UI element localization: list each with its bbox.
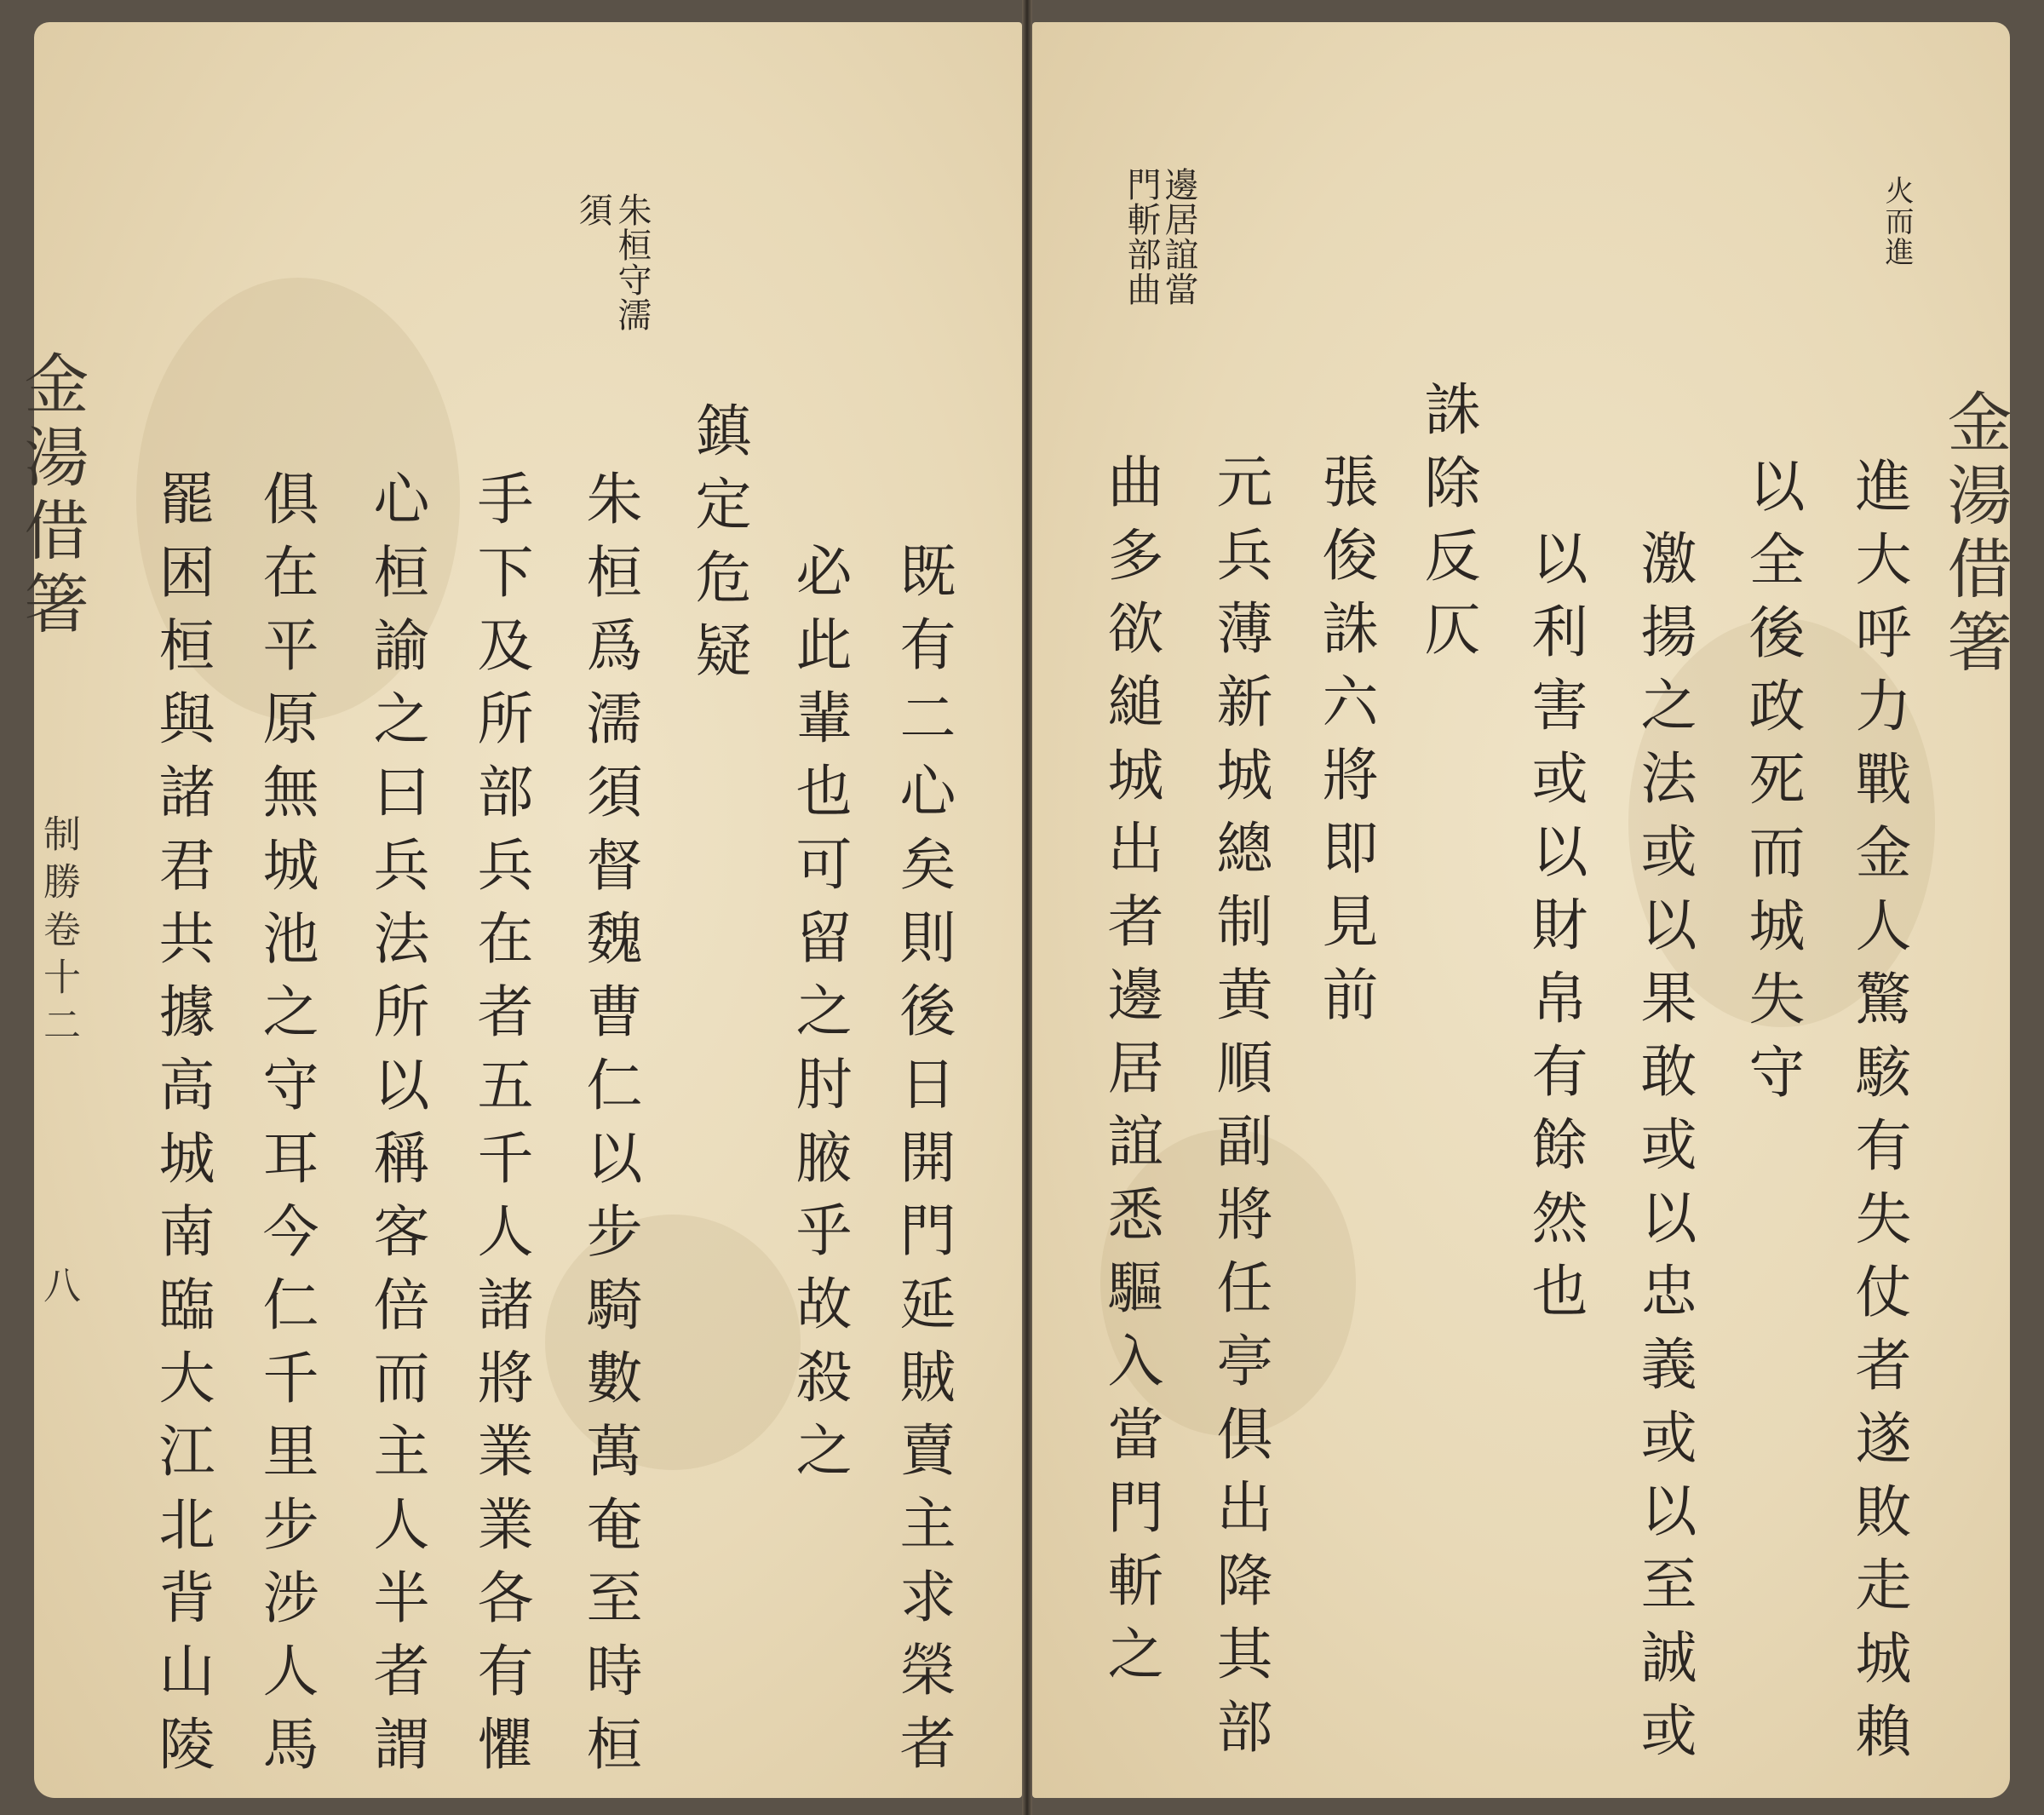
- text-line-r7: 元兵薄新城總制黄順副將任亭俱出降其部: [1207, 452, 1272, 1771]
- text-line-1: 既有二心矣則後日開門延賊賣主求榮者: [890, 542, 956, 1787]
- section-heading-zhuchu: 誅除反仄: [1415, 380, 1480, 673]
- text-line-r2: 以全後政死而城失守: [1739, 457, 1805, 1116]
- left-page: [14, 22, 1022, 1798]
- text-line-r4: 以利害或以財帛有餘然也: [1522, 529, 1588, 1335]
- annotation-bian-juyi: 邊居誼當: [1159, 167, 1198, 307]
- margin-title: 金湯借箸: [14, 350, 89, 643]
- text-line-6: 心桓諭之曰兵法所以稱客倍而主人半者謂: [364, 469, 429, 1788]
- annotation-xu: 須: [573, 192, 612, 227]
- section-heading-zhending: 鎮定危疑: [686, 401, 751, 694]
- margin-title-right: 金湯借箸: [1937, 388, 2012, 681]
- text-line-r3: 激揚之法或以果敢或以忠義或以至誠或: [1631, 529, 1697, 1774]
- annotation-men-zhan: 門斬部曲: [1122, 167, 1161, 307]
- text-line-5: 手下及所部兵在者五千人諸將業業各有懼: [468, 469, 533, 1788]
- margin-page-number: 八: [37, 1266, 80, 1313]
- annotation-zhu-huan: 朱桓守濡: [612, 192, 652, 332]
- text-line-4: 朱桓爲濡須督魏曹仁以步騎數萬奄至時桓: [577, 469, 642, 1788]
- text-line-r6: 張俊誅六將即見前: [1312, 452, 1378, 1038]
- annotation-fire-advance: 火而進: [1880, 175, 1914, 267]
- text-line-r8: 曲多欲縋城出者邊居誼悉驅入當門斬之: [1098, 452, 1163, 1697]
- text-line-7: 俱在平原無城池之守耳今仁千里步涉人馬: [253, 469, 319, 1788]
- text-line-2: 必此輩也可留之肘腋乎故殺之: [786, 542, 852, 1494]
- right-page: [1032, 22, 2010, 1798]
- text-line-8: 罷困桓與諸君共據高城南臨大江北背山陵: [149, 469, 215, 1788]
- text-line-r1: 進大呼力戰金人驚駭有失仗者遂敗走城賴: [1846, 457, 1911, 1775]
- margin-section-label: 制勝卷十二: [37, 814, 80, 1053]
- book-gutter: [1022, 0, 1032, 1815]
